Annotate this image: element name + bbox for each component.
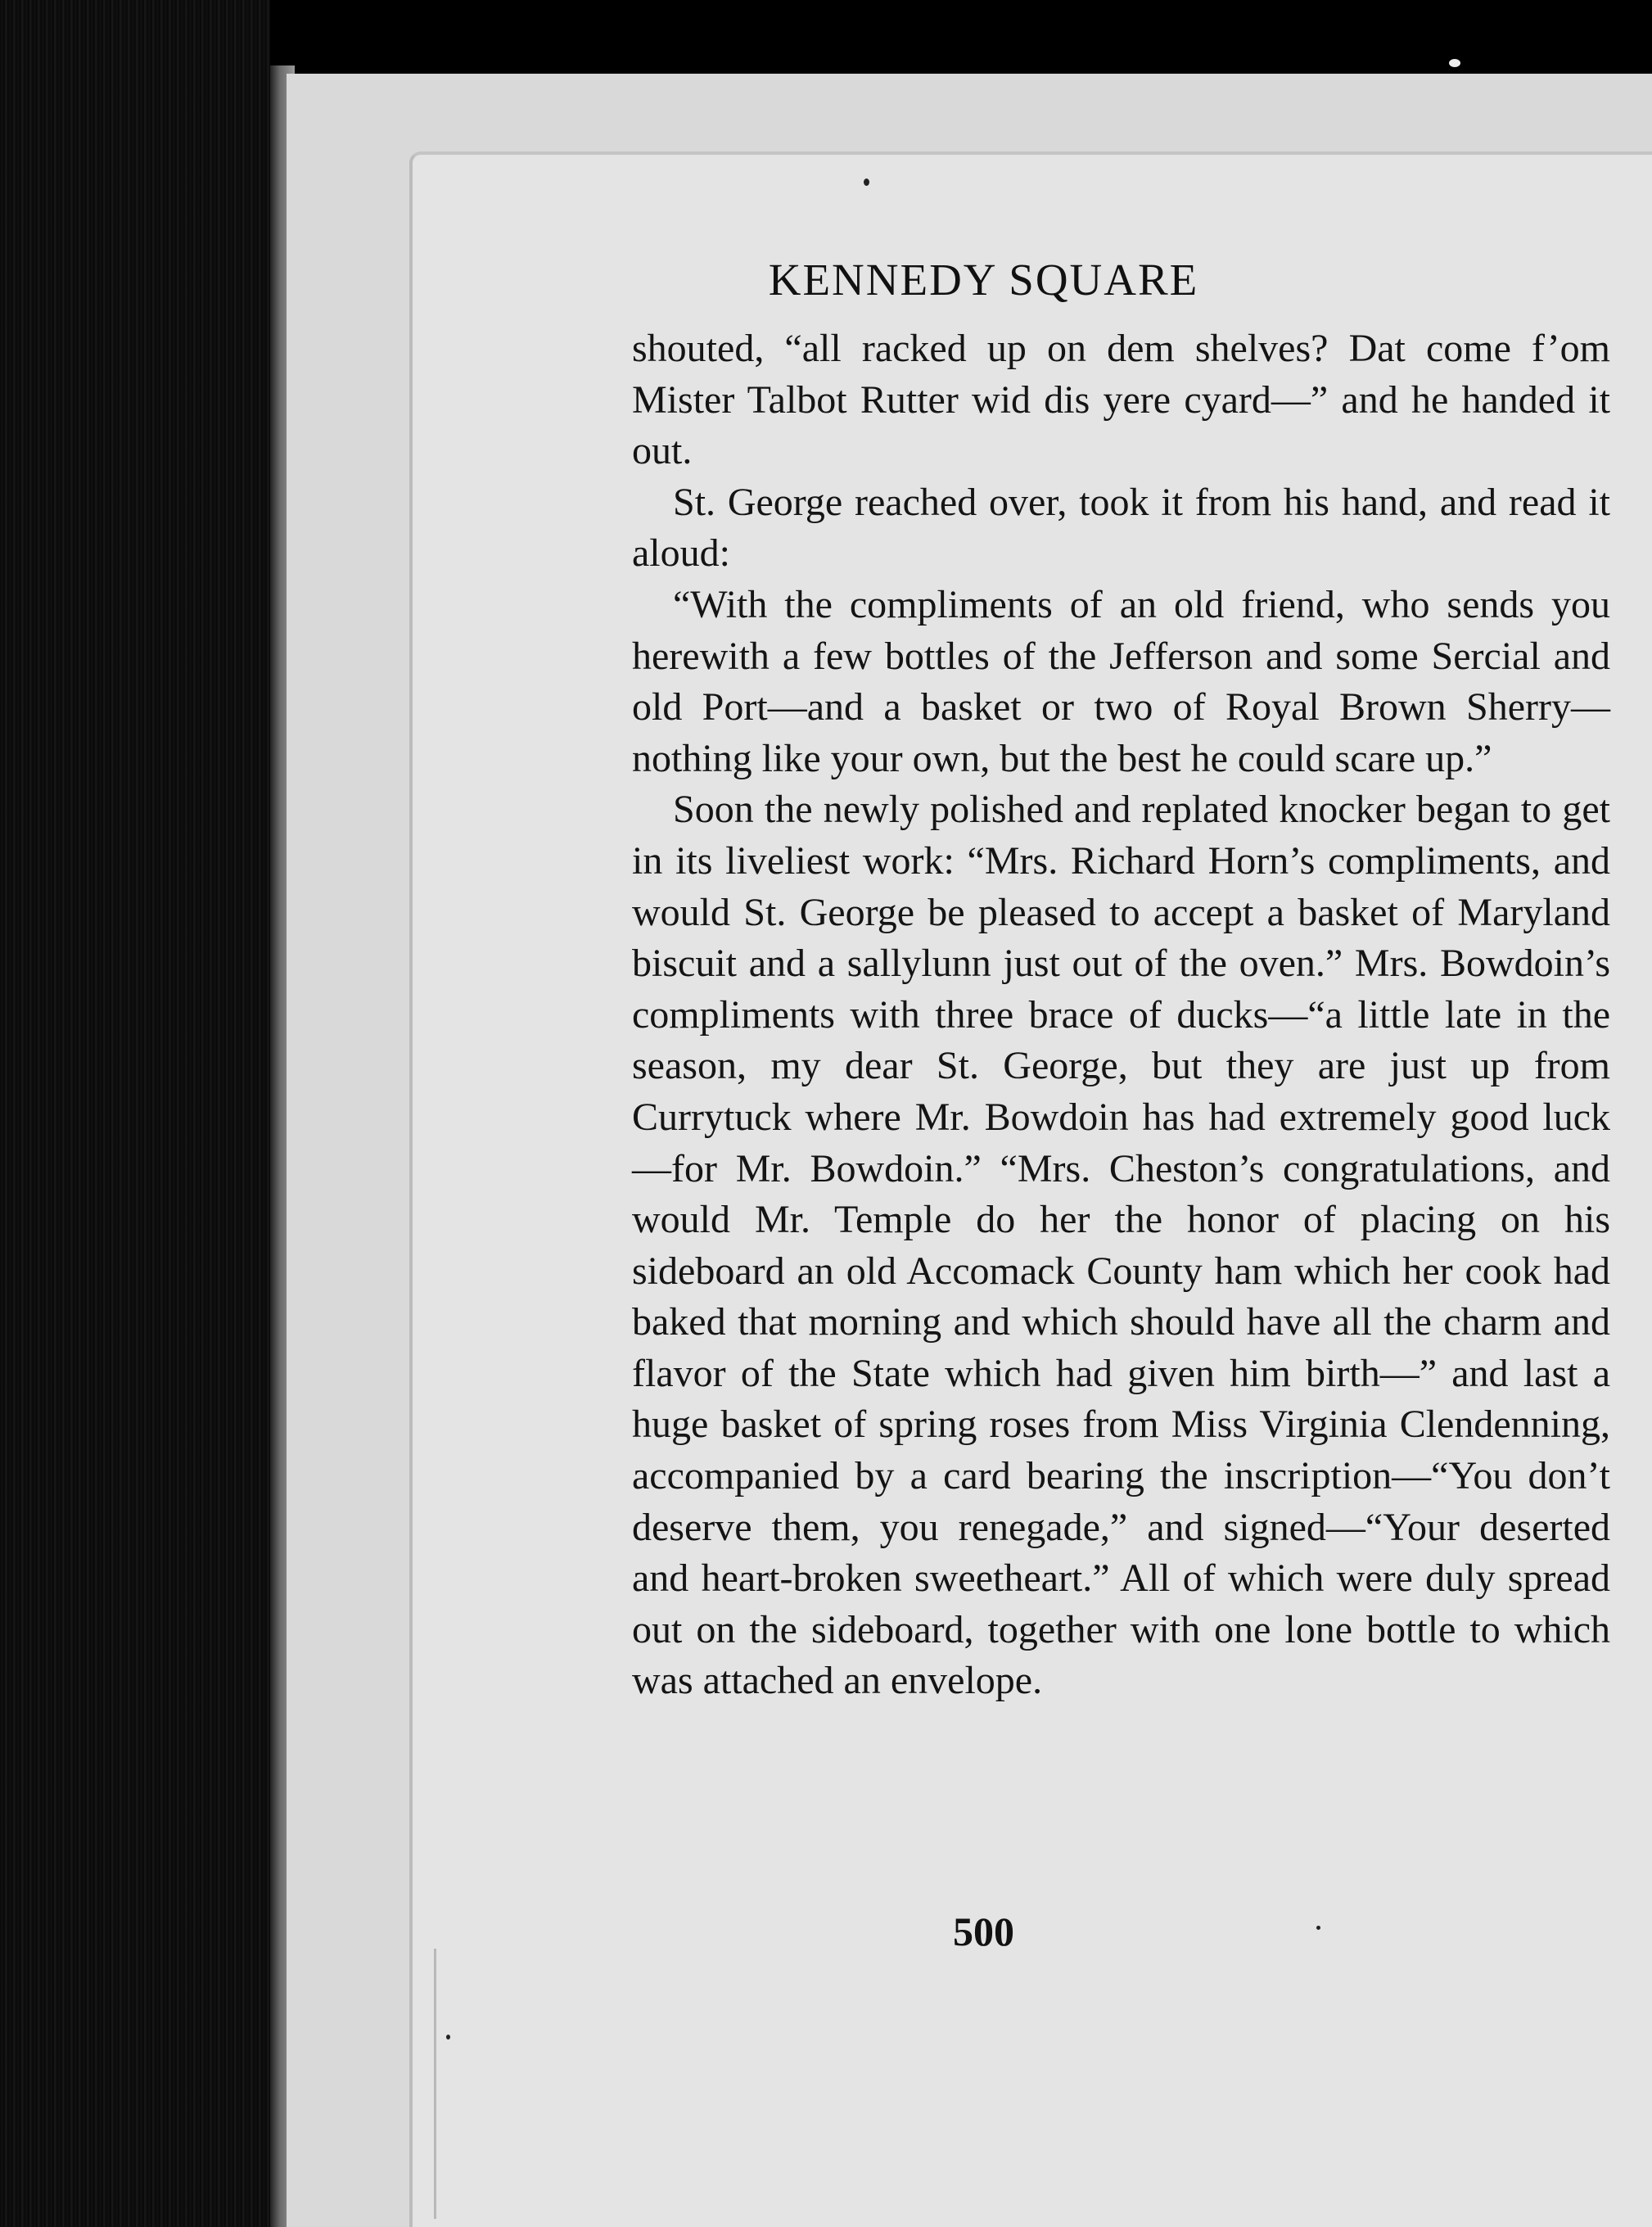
page-number: 500: [953, 1909, 1014, 1954]
paragraph: St. George reached over, took it from his hand, and read it aloud:: [632, 480, 1610, 576]
ink-speck: [446, 2035, 450, 2040]
paragraph: shouted, “all racked up on dem shelves? Dat come f’om Mister Talbot Rutter wid dis yere cyard—” and he handed it out.: [632, 327, 1610, 473]
binding-gutter: [0, 0, 270, 2227]
paragraph: “With the compliments of an old friend, who sends you herewith a few bottles of the Jefferson and some Sercial and old Port—and a basket or two of Royal Brown Sherry—nothing like your own, but the best he could scare up.”: [632, 582, 1610, 780]
ink-speck: [1449, 59, 1460, 67]
paragraph: Soon the newly polished and replated knocker began to get in its liveliest work: “Mrs. Richard Horn’s compliments, and would St. George be pleased to accept a basket of Maryland biscuit and a sallylunn just out of the oven.” Mrs. Bowdoin’s compliments with three brace of ducks—“a little late in the season, my dear St. George, but they are just up from Currytuck where Mr. Bowdoin has had extremely good luck —for Mr. Bowdoin.” “Mrs. Cheston’s congratulations, and would Mr. Temple do her the honor of placing on his sideboard an old Accomack County ham which her cook had baked that morning and which should have all the charm and flavor of the State which had given him birth—” and last a huge basket of spring roses from Miss Virginia Clendenning, accompanied by a card bearing the inscription—“You don’t deserve them, you renegade,” and signed—“Your deserted and heart-broken sweetheart.” All of which were duly spread out on the sideboard, together with one lone bottle to which was attached an envelope.: [632, 788, 1610, 1703]
running-head: KENNEDY SQUARE: [768, 255, 1199, 305]
fold-line: [434, 1949, 436, 2219]
body-text: [632, 323, 1610, 1707]
ink-speck: [864, 178, 869, 186]
